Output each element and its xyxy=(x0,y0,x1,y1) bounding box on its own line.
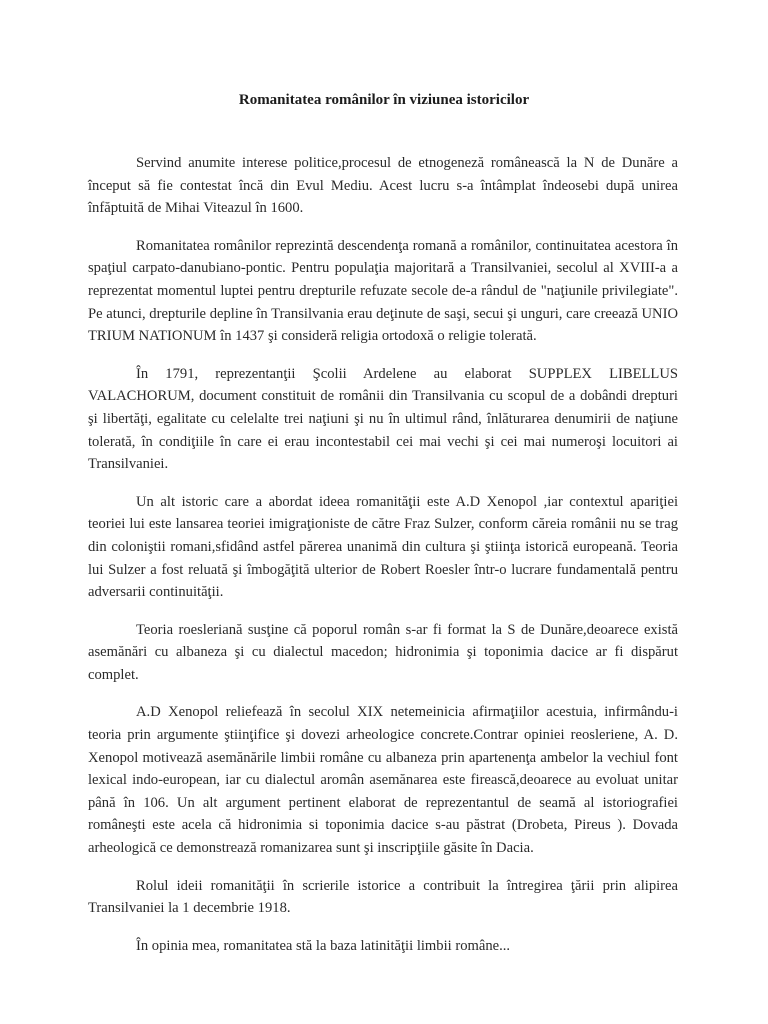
paragraph-1: Servind anumite interese politice,procesul de etnogeneză românească la N de Dunăre a început să fie contestat încă din Evul Mediu. Acest lucru s-a întâmplat îndeosebi după unirea înfăptuită de Mihai Viteazul în 1600. xyxy=(88,155,678,217)
paragraph-2: Romanitatea românilor reprezintă descendenţa romană a românilor, continuitatea acestora în spaţiul carpato-danubiano-pontic. Pentru populaţia majoritară a Transilvaniei, secolul al XVIII-a a reprezentat momentul luptei pentru drepturile refuzate secole de-a rândul de "naţiunile privilegiate". Pe atunci, drepturile depline în Transilvania erau deţinute de saşi, secui şi unguri, care creează UNIO TRIUM NATIONUM în 1437 şi consideră religia ortodoxă o religie tolerată. xyxy=(88,237,678,345)
paragraph-8: În opinia mea, romanitatea stă la baza latinităţii limbii române... xyxy=(136,937,511,954)
document-body xyxy=(88,152,678,972)
document-title: Romanitatea românilor în viziunea istoricilor xyxy=(238,92,530,108)
paragraph-6: A.D Xenopol reliefează în secolul XIX netemeinicia afirmaţiilor acestuia, infirmându-i teoria prin argumente ştiinţifice şi dovezi arheologice concrete.Contrar opiniei reosleriene, A. D. Xenopol motivează asemănările limbii române cu albaneza prin apartenenţa ambelor la vechiul font lexical indo-european, iar cu dialectul aromân asemănarea este firească,deoarece au evoluat unitar până în 106. Un alt argument pertinent elaborat de reprezentantul de seamă al istoriografiei româneşti este acela că hidronimia si toponimia dacice s-au păstrat (Drobeta, Pireus ). Dovada arheologică ce demonstrează romanizarea sunt şi inscripţiile găsite în Dacia. xyxy=(88,704,678,857)
paragraph-4: Un alt istoric care a abordat ideea romanităţii este A.D Xenopol ,iar contextul apariţiei teoriei lui este lansarea teoriei imigraţioniste de către Fraz Sulzer, conform căreia românii nu se trag din coloniştii romani,sfidând astfel părerea unanimă din cultura şi ştiinţa istorică europeană. Teoria lui Sulzer a fost reluată şi îmbogăţită ulterior de Robert Roesler într-o lucrare fundamentală pentru adversarii continuităţii. xyxy=(88,493,678,601)
paragraph-3: În 1791, reprezentanţii Şcolii Ardelene au elaborat SUPPLEX LIBELLUS VALACHORUM, document constituit de românii din Transilvania cu scopul de a dobândi drepturi şi libertăţi, egalitate cu celelalte trei naţiuni şi nu în ultimul rând, înlăturarea denumirii de naţiune tolerată, în condiţiile în care ei erau incontestabil cei mai vechi şi cei mai numeroşi locuitori ai Transilvaniei. xyxy=(88,365,678,473)
paragraph-5: Teoria roesleriană susţine că poporul român s-ar fi format la S de Dunăre,deoarece există asemănări cu albaneza şi cu dialectul macedon; hidronimia şi toponimia dacice ar fi dispărut complet. xyxy=(88,621,678,683)
paragraph-7: Rolul ideii romanităţii în scrierile istorice a contribuit la întregirea ţării prin alipirea Transilvaniei la 1 decembrie 1918. xyxy=(88,877,678,917)
